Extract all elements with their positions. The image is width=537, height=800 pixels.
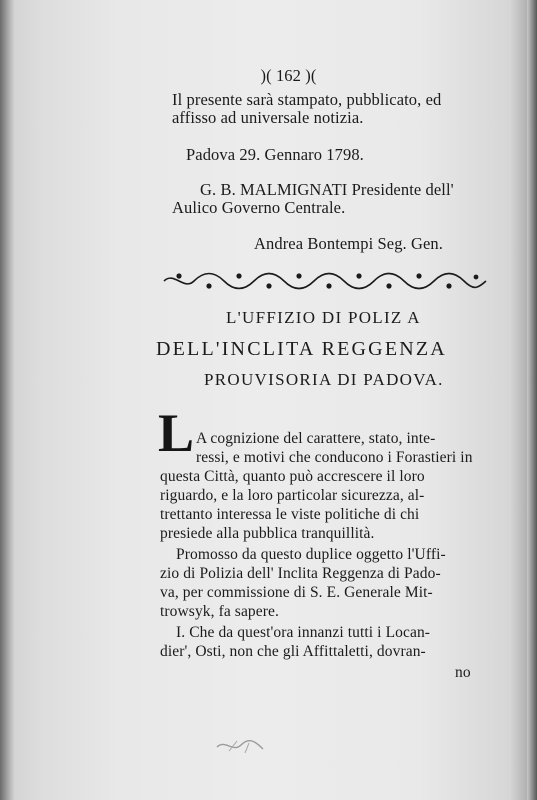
body-line-2: ressi, e motivi che conducono i Forastieri in [196,449,473,466]
text-line-2: affisso ad universale notizia. [172,108,364,127]
body-line-8: zio di Polizia dell' Inclita Reggenza di Pado- [160,565,441,582]
text-line-1: Il presente sarà stampato, pubblicato, ed [172,90,442,109]
body-line-10: trowsyk, fa sapere. [160,603,279,620]
body-line-6: presiede alla pubblica tranquillità. [160,525,375,542]
binding-gutter [0,0,14,800]
drop-cap: L [158,403,195,463]
page-number-header: )( 162 )( [260,66,317,85]
body-line-4: riguardo, e la loro particolar sicurezza, al- [160,487,425,504]
signature-line-2: Aulico Governo Centrale. [172,198,346,217]
secretary-line: Andrea Bontempi Seg. Gen. [254,234,444,253]
catchword: no [455,664,471,681]
body-line-9: va, per commissione di S. E. Generale Mit- [160,584,433,601]
ink-mark [215,735,265,757]
date-line: Padova 29. Gennaro 1798. [186,145,364,164]
heading-provvisoria: PROUVISORIA DI PADOVA. [204,370,444,389]
heading-uffizio: L'UFFIZIO DI POLIZ A [226,308,421,327]
body-line-12: dier', Osti, non che gli Affittaletti, dovran- [160,643,426,660]
heading-reggenza: DELL'INCLITA REGGENZA [156,338,447,360]
signature-line-1: G. B. MALMIGNATI Presidente dell' [200,180,454,199]
body-line-11: I. Che da quest'ora innanzi tutti i Locan- [176,624,431,641]
body-line-3: questa Città, quanto può accrescere il loro [160,468,425,485]
ornamental-divider [160,268,490,294]
body-line-5: trettanto interessa le viste politiche di chi [160,506,420,523]
page-edge-shadow [527,0,537,800]
body-line-1: A cognizione del carattere, stato, inte- [196,430,436,447]
body-line-7: Promosso da questo duplice oggetto l'Uffi- [176,546,446,563]
